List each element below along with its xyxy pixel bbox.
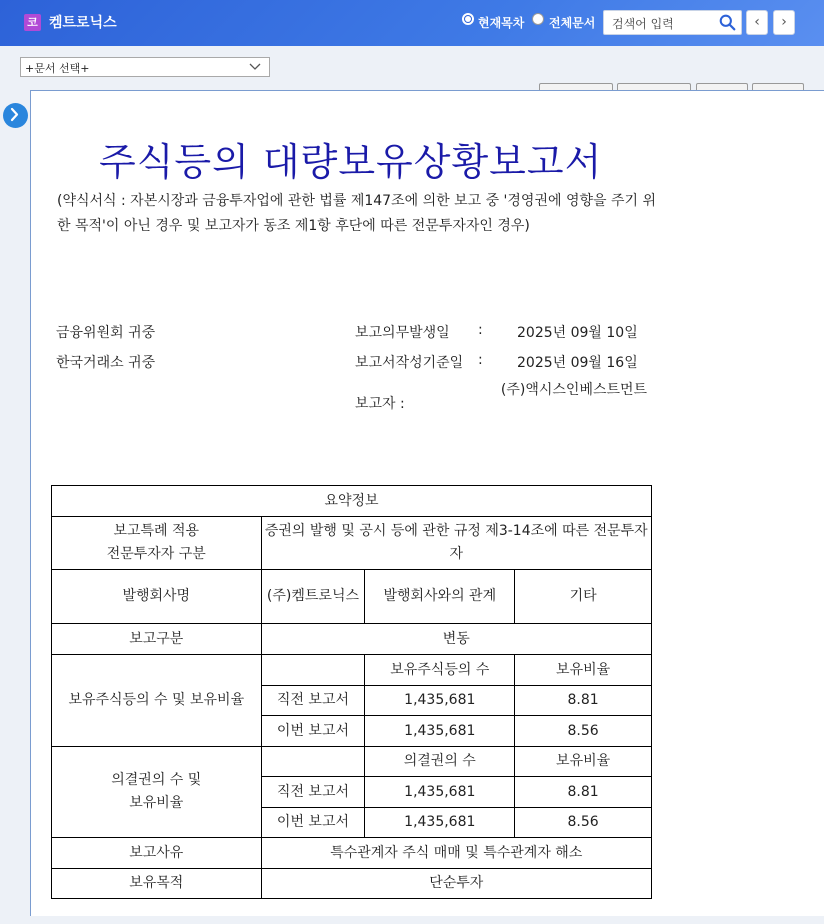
search-input[interactable] bbox=[603, 10, 742, 35]
summary-title: 요약정보 bbox=[52, 486, 652, 517]
votes-prev-count: 1,435,681 bbox=[365, 777, 515, 808]
summary-table bbox=[51, 485, 652, 899]
sidebar-toggle-button[interactable] bbox=[3, 103, 28, 128]
votes-this-label: 이번 보고서 bbox=[261, 808, 365, 838]
document-select[interactable] bbox=[20, 57, 270, 77]
prev-button[interactable]: ‹ bbox=[746, 10, 768, 35]
addressee-fsc: 금융위원회 귀중 bbox=[56, 325, 156, 341]
purpose-label: 보유목적 bbox=[52, 869, 262, 899]
shares-col-ratio: 보유비율 bbox=[515, 655, 652, 686]
obligation-date-label: 보고의무발생일 bbox=[355, 325, 450, 341]
shares-this-ratio: 8.56 bbox=[515, 716, 652, 747]
reason-value: 특수관계자 주식 매매 및 특수관계자 해소 bbox=[261, 838, 651, 869]
reporter-label: 보고자 : bbox=[355, 396, 405, 412]
special-label: 보고특례 적용 전문투자자 구분 bbox=[52, 517, 262, 570]
base-date: 2025년 09월 16일 bbox=[517, 355, 638, 371]
votes-col-ratio: 보유비율 bbox=[515, 747, 652, 777]
radio-all-docs[interactable] bbox=[532, 13, 544, 25]
app-title: 켐트로닉스 bbox=[49, 15, 117, 31]
base-date-separator: : bbox=[478, 352, 483, 368]
obligation-date-separator: : bbox=[478, 322, 483, 338]
votes-empty-header bbox=[261, 747, 365, 777]
report-type-label: 보고구분 bbox=[52, 624, 262, 655]
addressee-krx: 한국거래소 귀중 bbox=[56, 355, 156, 371]
relation-label: 발행회사와의 관계 bbox=[365, 570, 515, 624]
obligation-date: 2025년 09월 10일 bbox=[517, 325, 638, 341]
shares-this-label: 이번 보고서 bbox=[261, 716, 365, 747]
shares-this-count: 1,435,681 bbox=[365, 716, 515, 747]
shares-label: 보유주식등의 수 및 보유비율 bbox=[52, 655, 262, 747]
votes-prev-ratio: 8.81 bbox=[515, 777, 652, 808]
next-button[interactable]: › bbox=[773, 10, 795, 35]
base-date-label: 보고서작성기준일 bbox=[355, 355, 464, 371]
reason-label: 보고사유 bbox=[52, 838, 262, 869]
radio-current-toc[interactable] bbox=[462, 13, 474, 25]
shares-prev-ratio: 8.81 bbox=[515, 686, 652, 716]
shares-col-count: 보유주식등의 수 bbox=[365, 655, 515, 686]
shares-prev-count: 1,435,681 bbox=[365, 686, 515, 716]
search-icon[interactable] bbox=[719, 14, 736, 31]
report-type-value: 변동 bbox=[261, 624, 651, 655]
shares-empty-header bbox=[261, 655, 365, 686]
top-bar bbox=[0, 0, 824, 46]
radio-all-docs-label[interactable]: 전체문서 bbox=[549, 16, 596, 30]
document-select-value: +문서 선택+ bbox=[25, 62, 90, 75]
shares-prev-label: 직전 보고서 bbox=[261, 686, 365, 716]
document-subtitle: (약식서식 : 자본시장과 금융투자업에 관한 법률 제147조에 의한 보고 중 '경영권에 영향을 주기 위한 목적'이 아닌 경우 및 보고자가 동조 제1항 후단에 따른 전문투자자인 경우) bbox=[57, 193, 656, 234]
relation-value: 기타 bbox=[515, 570, 652, 624]
purpose-value: 단순투자 bbox=[261, 869, 651, 899]
document-viewer bbox=[30, 90, 824, 916]
app-logo-icon: 코 bbox=[24, 14, 41, 31]
special-value: 증권의 발행 및 공시 등에 관한 규정 제3-14조에 따른 전문투자자 bbox=[261, 517, 651, 570]
radio-current-toc-label[interactable]: 현재목차 bbox=[478, 16, 525, 30]
votes-col-count: 의결권의 수 bbox=[365, 747, 515, 777]
chevron-down-icon bbox=[249, 61, 261, 73]
votes-label: 의결권의 수 및 보유비율 bbox=[52, 747, 262, 838]
votes-this-count: 1,435,681 bbox=[365, 808, 515, 838]
document-title: 주식등의 대량보유상황보고서 bbox=[99, 140, 603, 184]
votes-this-ratio: 8.56 bbox=[515, 808, 652, 838]
issuer-value: (주)켐트로닉스 bbox=[261, 570, 365, 624]
chevron-right-icon bbox=[2, 102, 27, 127]
search-placeholder: 검색어 입력 bbox=[612, 17, 674, 31]
issuer-label: 발행회사명 bbox=[52, 570, 262, 624]
reporter-name: (주)액시스인베스트먼트 bbox=[500, 382, 648, 398]
votes-prev-label: 직전 보고서 bbox=[261, 777, 365, 808]
